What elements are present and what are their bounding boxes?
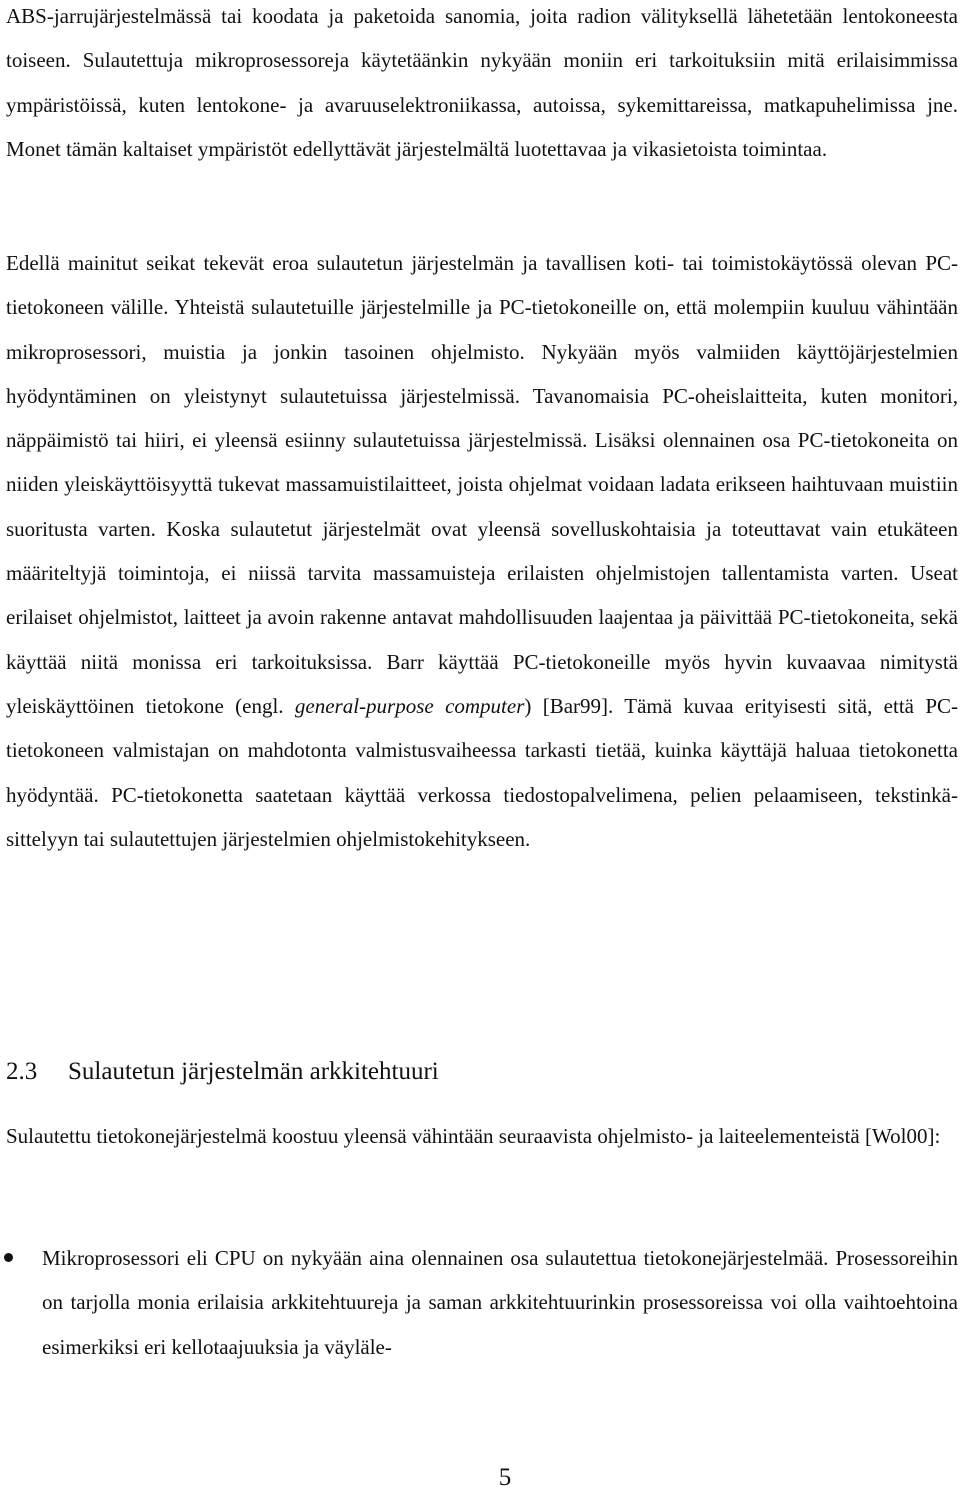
section-title: Sulautetun järjestelmän arkkitehtuuri: [68, 1058, 439, 1085]
paragraph-2-text: Edellä mainitut seikat tekevät eroa sulautetun järjestelmän ja tavallisen koti- tai toimistokäytössä olevan PC-tietokoneen välille. Yhteistä sulautetuille järjestelmille ja PC-tietokoneille on, että molempiin kuuluu vähintään mikroprosessori, muistia ja jonkin tasoinen ohjelmisto. Nykyään myös valmiiden käyttöjärjestelmien hyödyntäminen on yleistynyt sulautetuissa järjestelmissä. Tavanomaisia PC-oheislaitteita, kuten monitori, näppäimistö tai hiiri, ei yleensä esiinny sulautetuissa järjestelmissä. Lisäksi olennainen osa PC-tietokoneita on niiden yleiskäyttöisyyttä tukevat massamuistilaitteet, joista ohjelmat voidaan ladata erikseen haihtuvaan muistiin suoritusta varten. Koska sulautetut järjestelmät ovat yleensä sovelluskohtaisia ja toteuttavat vain etukäteen määriteltyjä toimintoja, ei niissä tarvita massamuisteja erilaisten ohjelmistojen tallentamista varten. Useat erilaiset ohjelmistot, laitteet ja avoin rakenne antavat mahdollisuuden laajentaa ja päivittää PC-tietokoneita, sekä käyttää niitä monissa eri tarkoituksissa. Barr käyttää PC-tietokoneille myös hyvin kuvaavaa nimitystä yleiskäyttöinen tietokone (engl.: [6, 251, 958, 718]
section-heading: [6, 1058, 439, 1086]
list-item-text: Mikroprosessori eli CPU on nykyään aina olennainen osa sulautettua tietokonejärjestelmää. Prosessoreihin on tarjolla monia erilaisia arkkitehtuureja ja saman arkkitehtuurinkin prosessoreissa voi olla vaihtoehtoina esimerkiksi eri kellotaajuuksia ja väyläle-: [42, 1246, 958, 1359]
bullet-list: [0, 1236, 958, 1369]
italic-term: general-purpose computer: [294, 693, 525, 718]
paragraph-2: [6, 241, 958, 861]
page-number: 5: [498, 1464, 512, 1491]
paragraph-2-rest: ) [Bar99]. Tämä kuvaa erityisesti sitä, että PC-tietokoneen valmistajan on mahdotonta valmistusvaiheessa tarkasti tietää, kuinka käyttäjä haluaa tietokonetta hyödyntää. PC-tietokonetta saatetaan käyttää verkossa tiedostopalvelimena, pelien pelaamiseen, tekstinkäsittelyyn tai sulautettujen järjestelmien ohjelmistokehitykseen.: [6, 693, 959, 851]
list-item: [0, 1236, 958, 1369]
paragraph-intro: Sulautettu tietokonejärjestelmä koostuu yleensä vähintään seuraavista ohjelmisto- ja laiteelementeistä [Wol00]:: [6, 1124, 941, 1148]
paragraph-1: ABS-jarrujärjestelmässä tai koodata ja paketoida sanomia, joita radion välityksellä lähetetään lentokoneesta toiseen. Sulautettuja mikroprosessoreja käytetäänkin nykyään moniin eri tarkoituksiin mitä erilaisimmissa ympäristöissä, kuten lentokone- ja avaruuselektroniikassa, autoissa, sykemittareissa, matkapuhelimissa jne. Monet tämän kaltaiset ympäristöt edellyttävät järjestelmältä luotettavaa ja vikasietoista toimintaa.: [6, 4, 958, 161]
bullet-icon: [4, 1253, 13, 1262]
section-number: 2.3: [6, 1058, 38, 1085]
